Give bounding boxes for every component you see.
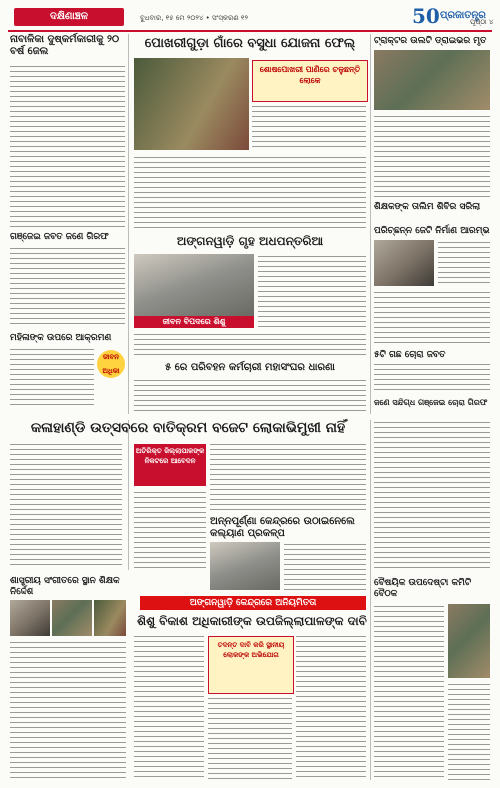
article-body bbox=[284, 542, 366, 590]
dateline: ବୁଧବାର, ୧୫ ମେ ୨୦୨୪ • ସଂସ୍କରଣ ୧୨ bbox=[140, 14, 249, 22]
photo-tractor bbox=[374, 50, 490, 110]
article-body bbox=[10, 64, 125, 229]
photo-village-pond bbox=[134, 58, 249, 150]
article-body bbox=[438, 240, 490, 286]
section-title: ଦକ୍ଷିଣାଞ୍ଚଳ bbox=[14, 8, 124, 26]
article-body bbox=[134, 332, 366, 358]
photo-portrait bbox=[52, 600, 92, 636]
headline-right-4: ଜଣେ ସନ୍ଦିଗ୍ଧ ଗଞ୍ଜେଇ ଚୋରା ଗିରଫ bbox=[374, 398, 488, 407]
headline-bottom-main: ଶିଶୁ ବିକାଶ ଅଧିକାରୀଙ୍କ ଉପଜିଲ୍ଲାପାଳଙ୍କ ଦାବି bbox=[137, 614, 367, 628]
article-body bbox=[10, 640, 126, 780]
headline-left-top: ନାବାଳିକା ଦୁଷ୍କର୍ମକାରୀକୁ ୨୦ ବର୍ଷ ଜେଲ bbox=[10, 34, 120, 57]
headline-angandwadi: ଅଙ୍ଗନୱାଡ଼ି ଗୃହ ଅଧପନ୍ତରିଆ bbox=[176, 234, 324, 248]
article-body bbox=[374, 290, 490, 346]
article-body bbox=[374, 604, 444, 780]
article-body bbox=[210, 442, 366, 512]
headline-mid-4: ଅନ୍ନପୂର୍ଣ୍ଣା କେନ୍ଦ୍ରରେ ଉଠାଇନେଲେ କଲ୍ୟାଣ ପ୍ରକଳ୍ପ bbox=[210, 516, 355, 539]
column-divider bbox=[128, 420, 129, 570]
headline-right-mid: ଶିକ୍ଷକଙ୍କ ତାଲିମ ଶିବିର ସରିଲା bbox=[374, 202, 481, 212]
highlight-box bbox=[208, 636, 294, 694]
headline-big-mid: କଳାହାଣ୍ଡି ଉତ୍ସବରେ ବାତିକ୍ରମ ବଜେଟ ଲୋକାଭିମୁଖୀ ନାହିଁ bbox=[30, 420, 346, 436]
headline-left-3: ମହିଳାଙ୍କ ଉପରେ ଆକ୍ରମଣ bbox=[10, 333, 112, 343]
article-body bbox=[258, 254, 366, 328]
article-body bbox=[374, 362, 490, 392]
article-body bbox=[10, 442, 122, 568]
headline-left-2: ଗଞ୍ଜେଇ ଜବତ ଜଣେ ଗିରଫ bbox=[10, 232, 109, 242]
photo-event bbox=[374, 240, 434, 286]
highlight-box-text: ତଦନ୍ତ ଦାବି କରି ସ୍ଥାନୀୟ ଲୋକଙ୍କ ଅଭିଯୋଗ bbox=[217, 641, 285, 659]
anniversary-logo: 50 bbox=[412, 4, 440, 28]
column-divider bbox=[128, 34, 129, 414]
page-number: ପୃଷ୍ଠା ୪ bbox=[470, 18, 494, 26]
headline-right-mid2: ପରିଚ୍ଛନ୍ନ ଜେଟି ନିର୍ମାଣ ଆରମ୍ଭ bbox=[374, 226, 490, 236]
highlight-box-red: ଅତିରିକ୍ତ ଜିଲ୍ଲାପାଳଙ୍କ ନିକଟରେ ଆବେଦନ bbox=[134, 444, 206, 486]
article-body bbox=[10, 246, 125, 328]
article-body bbox=[448, 682, 490, 780]
article-body bbox=[252, 104, 366, 150]
photo-portrait bbox=[10, 600, 50, 636]
article-body bbox=[208, 696, 292, 780]
newspaper-brand: ପ୍ରଜାତନ୍ତ୍ର bbox=[440, 10, 486, 21]
photo-leader bbox=[448, 604, 490, 678]
headline-right-3: ୫ଟି ଗଛ ଚୋରା ଜବତ bbox=[374, 350, 446, 360]
headline-right-top: ଟ୍ରାକ୍ଟର ଉଲଟି ଡ୍ରାଇଭର ମୃତ bbox=[374, 36, 487, 46]
article-body bbox=[296, 634, 366, 780]
article-body bbox=[134, 155, 366, 230]
header-divider bbox=[8, 30, 492, 32]
headline-left-4: ଶାସ୍ତ୍ରୀୟ ସଂଗୀତରେ ସ୍ଥାନ ଶିକ୍ଷକ ନିର୍ଦ୍ଦେଶ bbox=[10, 576, 120, 597]
headline-main-top: ପୋଖରୀଗୁଡ଼ା ଗାଁରେ ବସୁଧା ଯୋଜନା ଫେଲ୍ bbox=[144, 36, 356, 51]
headline-mid-3: ୫ ରେ ପରିବହନ କର୍ମଚାରୀ ମହାସଂଘର ଧାରଣା bbox=[165, 362, 335, 373]
article-body bbox=[134, 490, 206, 568]
photo-building bbox=[134, 254, 254, 316]
article-body bbox=[374, 420, 490, 572]
headline-right-5: ବୈଷୟିକ ଉପଦେଷ୍ଟା କମିଟି ବୈଠକ bbox=[374, 578, 472, 599]
section-banner: ଅଙ୍ଗନୱାଡ଼ି କେନ୍ଦ୍ରରେ ଅନିୟମିତତା bbox=[140, 596, 366, 610]
highlight-badge: ଜୀବନ ଅଧିକା bbox=[97, 350, 125, 378]
column-divider bbox=[370, 34, 371, 414]
highlight-box bbox=[252, 60, 368, 102]
page-header bbox=[0, 0, 500, 30]
highlight-box-text: ଶୋଷପୋଖରୀ ପାଣିରେ ଚଳୁଛନ୍ତି ଲୋକେ bbox=[259, 65, 361, 85]
article-body bbox=[10, 347, 94, 409]
photo-meeting bbox=[210, 542, 280, 590]
photo-portrait bbox=[94, 600, 126, 636]
photo-caption: ଜୀବନ ବିପଦରେ ଶିଶୁ bbox=[134, 316, 254, 328]
column-divider bbox=[370, 420, 371, 780]
article-body bbox=[374, 114, 490, 198]
article-body bbox=[134, 378, 366, 414]
article-body bbox=[134, 634, 204, 780]
